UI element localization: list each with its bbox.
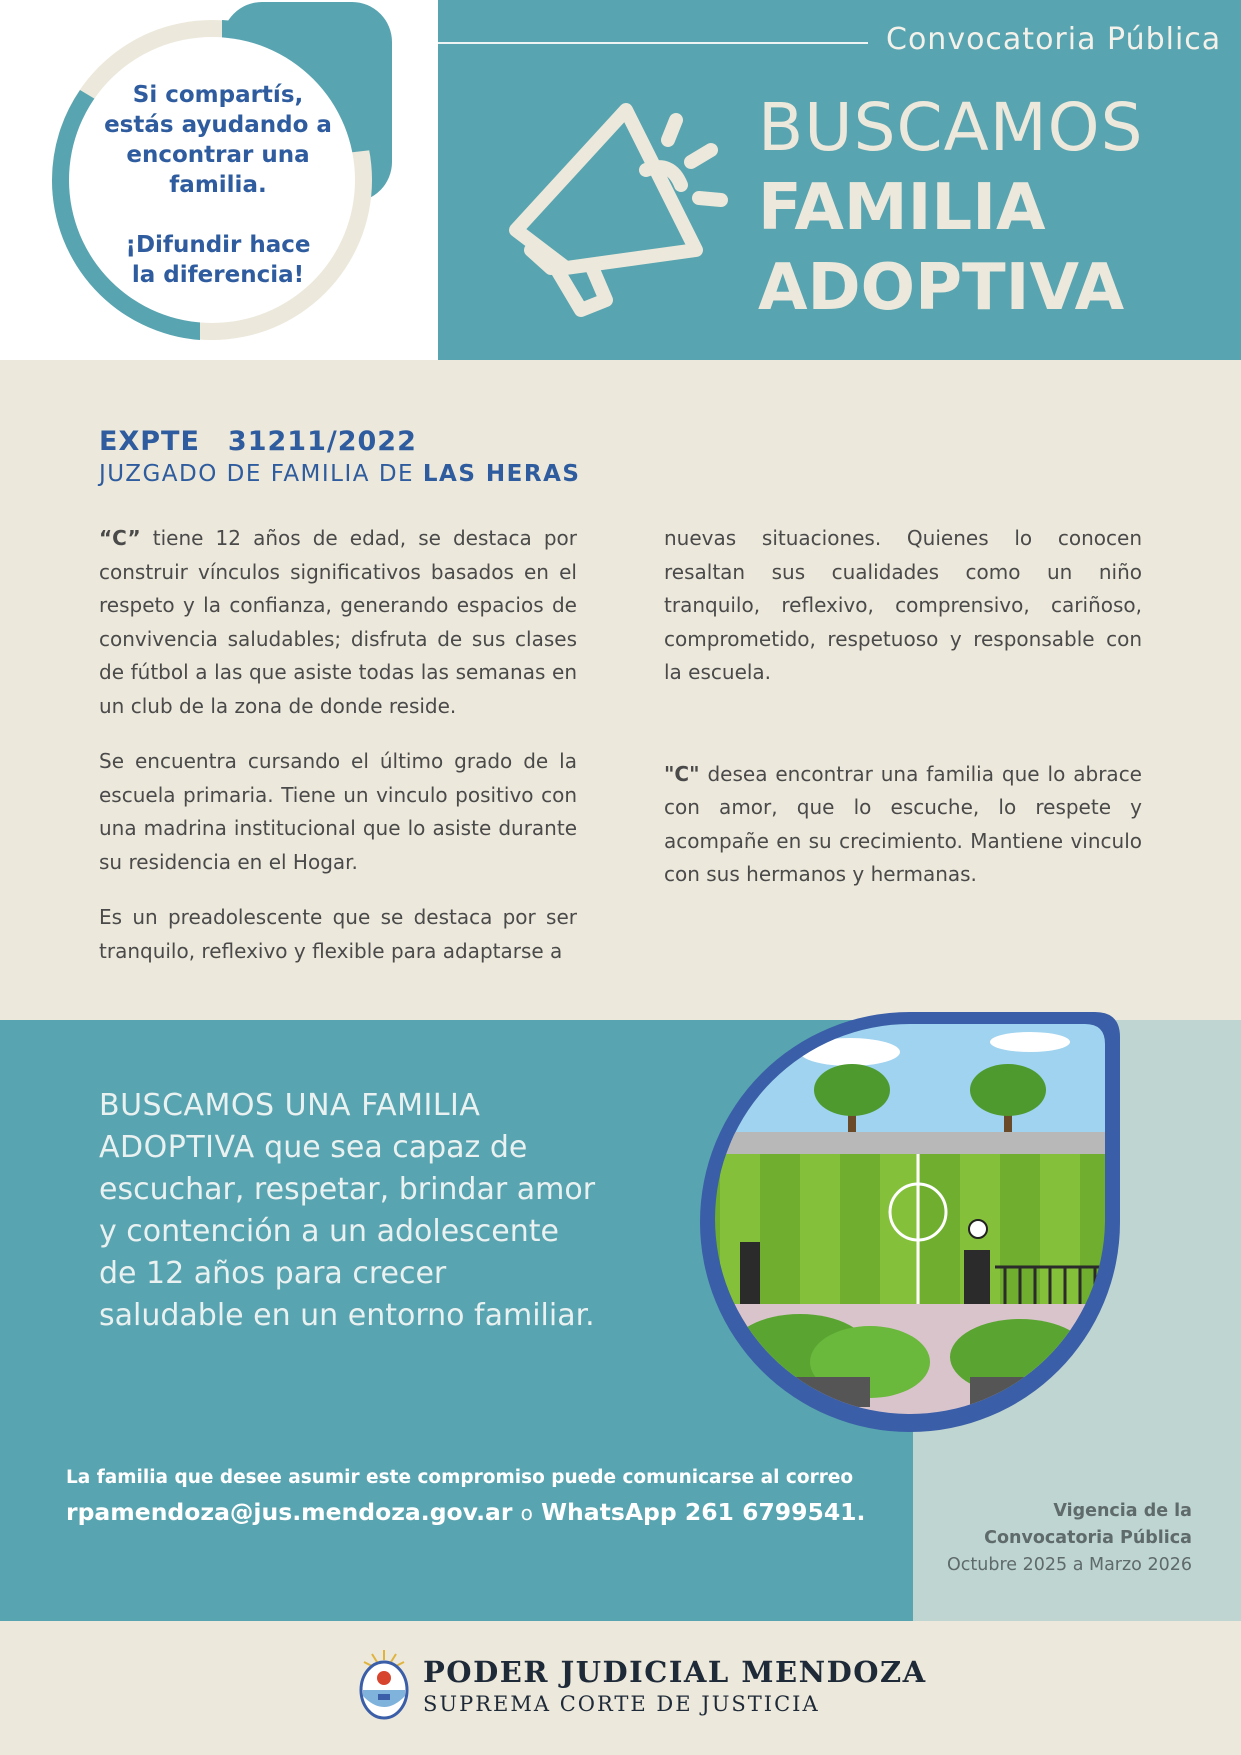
- paragraph-1-text: tiene 12 años de edad, se destaca por construir vínculos significativos basados en el respeto y la confianza, generando espacios de convivencia saludables; disfruta de sus clases de fútbol a las que asiste todas las semanas en un club de la zona de donde reside.: [99, 526, 577, 718]
- share-line-1: Si compartís,: [132, 82, 304, 108]
- description-column-left: [99, 522, 577, 990]
- mendoza-seal-icon: [358, 1648, 410, 1720]
- paragraph-5-text: desea encontrar una familia que lo abrace con amor, que lo escuche, lo respete y acompañe en su crecimiento. Mantiene vinculo con sus hermanos y hermanas.: [664, 761, 1142, 886]
- headline-caps-2: ADOPTIVA: [99, 1130, 255, 1165]
- soccer-field-illustration: [700, 1012, 1120, 1432]
- header-divider: [438, 42, 868, 44]
- paragraph-5-lead: "C": [664, 761, 700, 786]
- share-line-4: familia.: [169, 172, 267, 198]
- court-prefix: JUZGADO DE FAMILIA DE: [99, 461, 423, 487]
- contact-email[interactable]: rpamendoza@jus.mendoza.gov.ar: [66, 1498, 513, 1526]
- description-column-right: [664, 522, 1142, 914]
- court-place: LAS HERAS: [422, 461, 581, 487]
- validity-period: Octubre 2025 a Marzo 2026: [947, 1555, 1192, 1575]
- contact-whatsapp[interactable]: WhatsApp 261 6799541.: [541, 1498, 866, 1526]
- case-number: [99, 426, 417, 457]
- paragraph-1-lead: “C”: [99, 526, 141, 550]
- court-name: [99, 461, 580, 487]
- contact-connector: o: [520, 1501, 533, 1525]
- share-panel: [0, 0, 438, 360]
- contact-intro: La familia que desee asumir este compromiso puede comunicarse al correo: [66, 1467, 854, 1488]
- spread-line-2: la diferencia!: [131, 262, 305, 288]
- share-message: [98, 80, 338, 290]
- contact-panel: [0, 1434, 913, 1621]
- paragraph-2: Se encuentra cursando el último grado de la escuela primaria. Tiene un vinculo positivo con una madrina institucional que lo asiste durante su residencia en el Hogar.: [99, 749, 577, 874]
- spread-line-1: ¡Difundir hace: [125, 232, 311, 258]
- validity-label-1: Vigencia de la: [1053, 1501, 1192, 1521]
- share-line-2: estás ayudando a: [104, 112, 332, 138]
- title-line-2: FAMILIA: [758, 171, 1046, 245]
- share-line-3: encontrar una: [126, 142, 310, 168]
- validity-label-2: Convocatoria Pública: [984, 1528, 1192, 1548]
- title-line-3: ADOPTIVA: [758, 251, 1125, 325]
- paragraph-3: Es un preadolescente que se destaca por ser tranquilo, reflexivo y flexible para adaptarse a: [99, 905, 577, 963]
- validity-info: [940, 1498, 1192, 1579]
- paragraph-5: [664, 758, 1142, 892]
- paragraph-4: nuevas situaciones. Quienes lo conocen resaltan sus cualidades como un niño tranquilo, reflexivo, comprensivo, cariñoso, comprometido, respetuoso y responsable con la escuela.: [664, 526, 1142, 684]
- megaphone-icon: [496, 100, 736, 330]
- contact-details: [66, 1498, 865, 1526]
- tagline: Convocatoria Pública: [886, 22, 1222, 57]
- expte-number: 31211/2022: [227, 426, 417, 457]
- title-line-1: BUSCAMOS: [758, 89, 1144, 166]
- org-subtitle: SUPREMA CORTE DE JUSTICIA: [423, 1692, 820, 1716]
- expte-label: EXPTE: [99, 426, 200, 457]
- headline-caps-1: BUSCAMOS UNA FAMILIA: [99, 1088, 481, 1123]
- org-name: PODER JUDICIAL MENDOZA: [423, 1655, 927, 1689]
- headline-rest: que sea capaz de escuchar, respetar, brindar amor y contención a un adolescente de 12 años para crecer saludable en un entorno familiar.: [99, 1130, 596, 1333]
- call-headline: [99, 1085, 599, 1337]
- paragraph-1: [99, 522, 577, 723]
